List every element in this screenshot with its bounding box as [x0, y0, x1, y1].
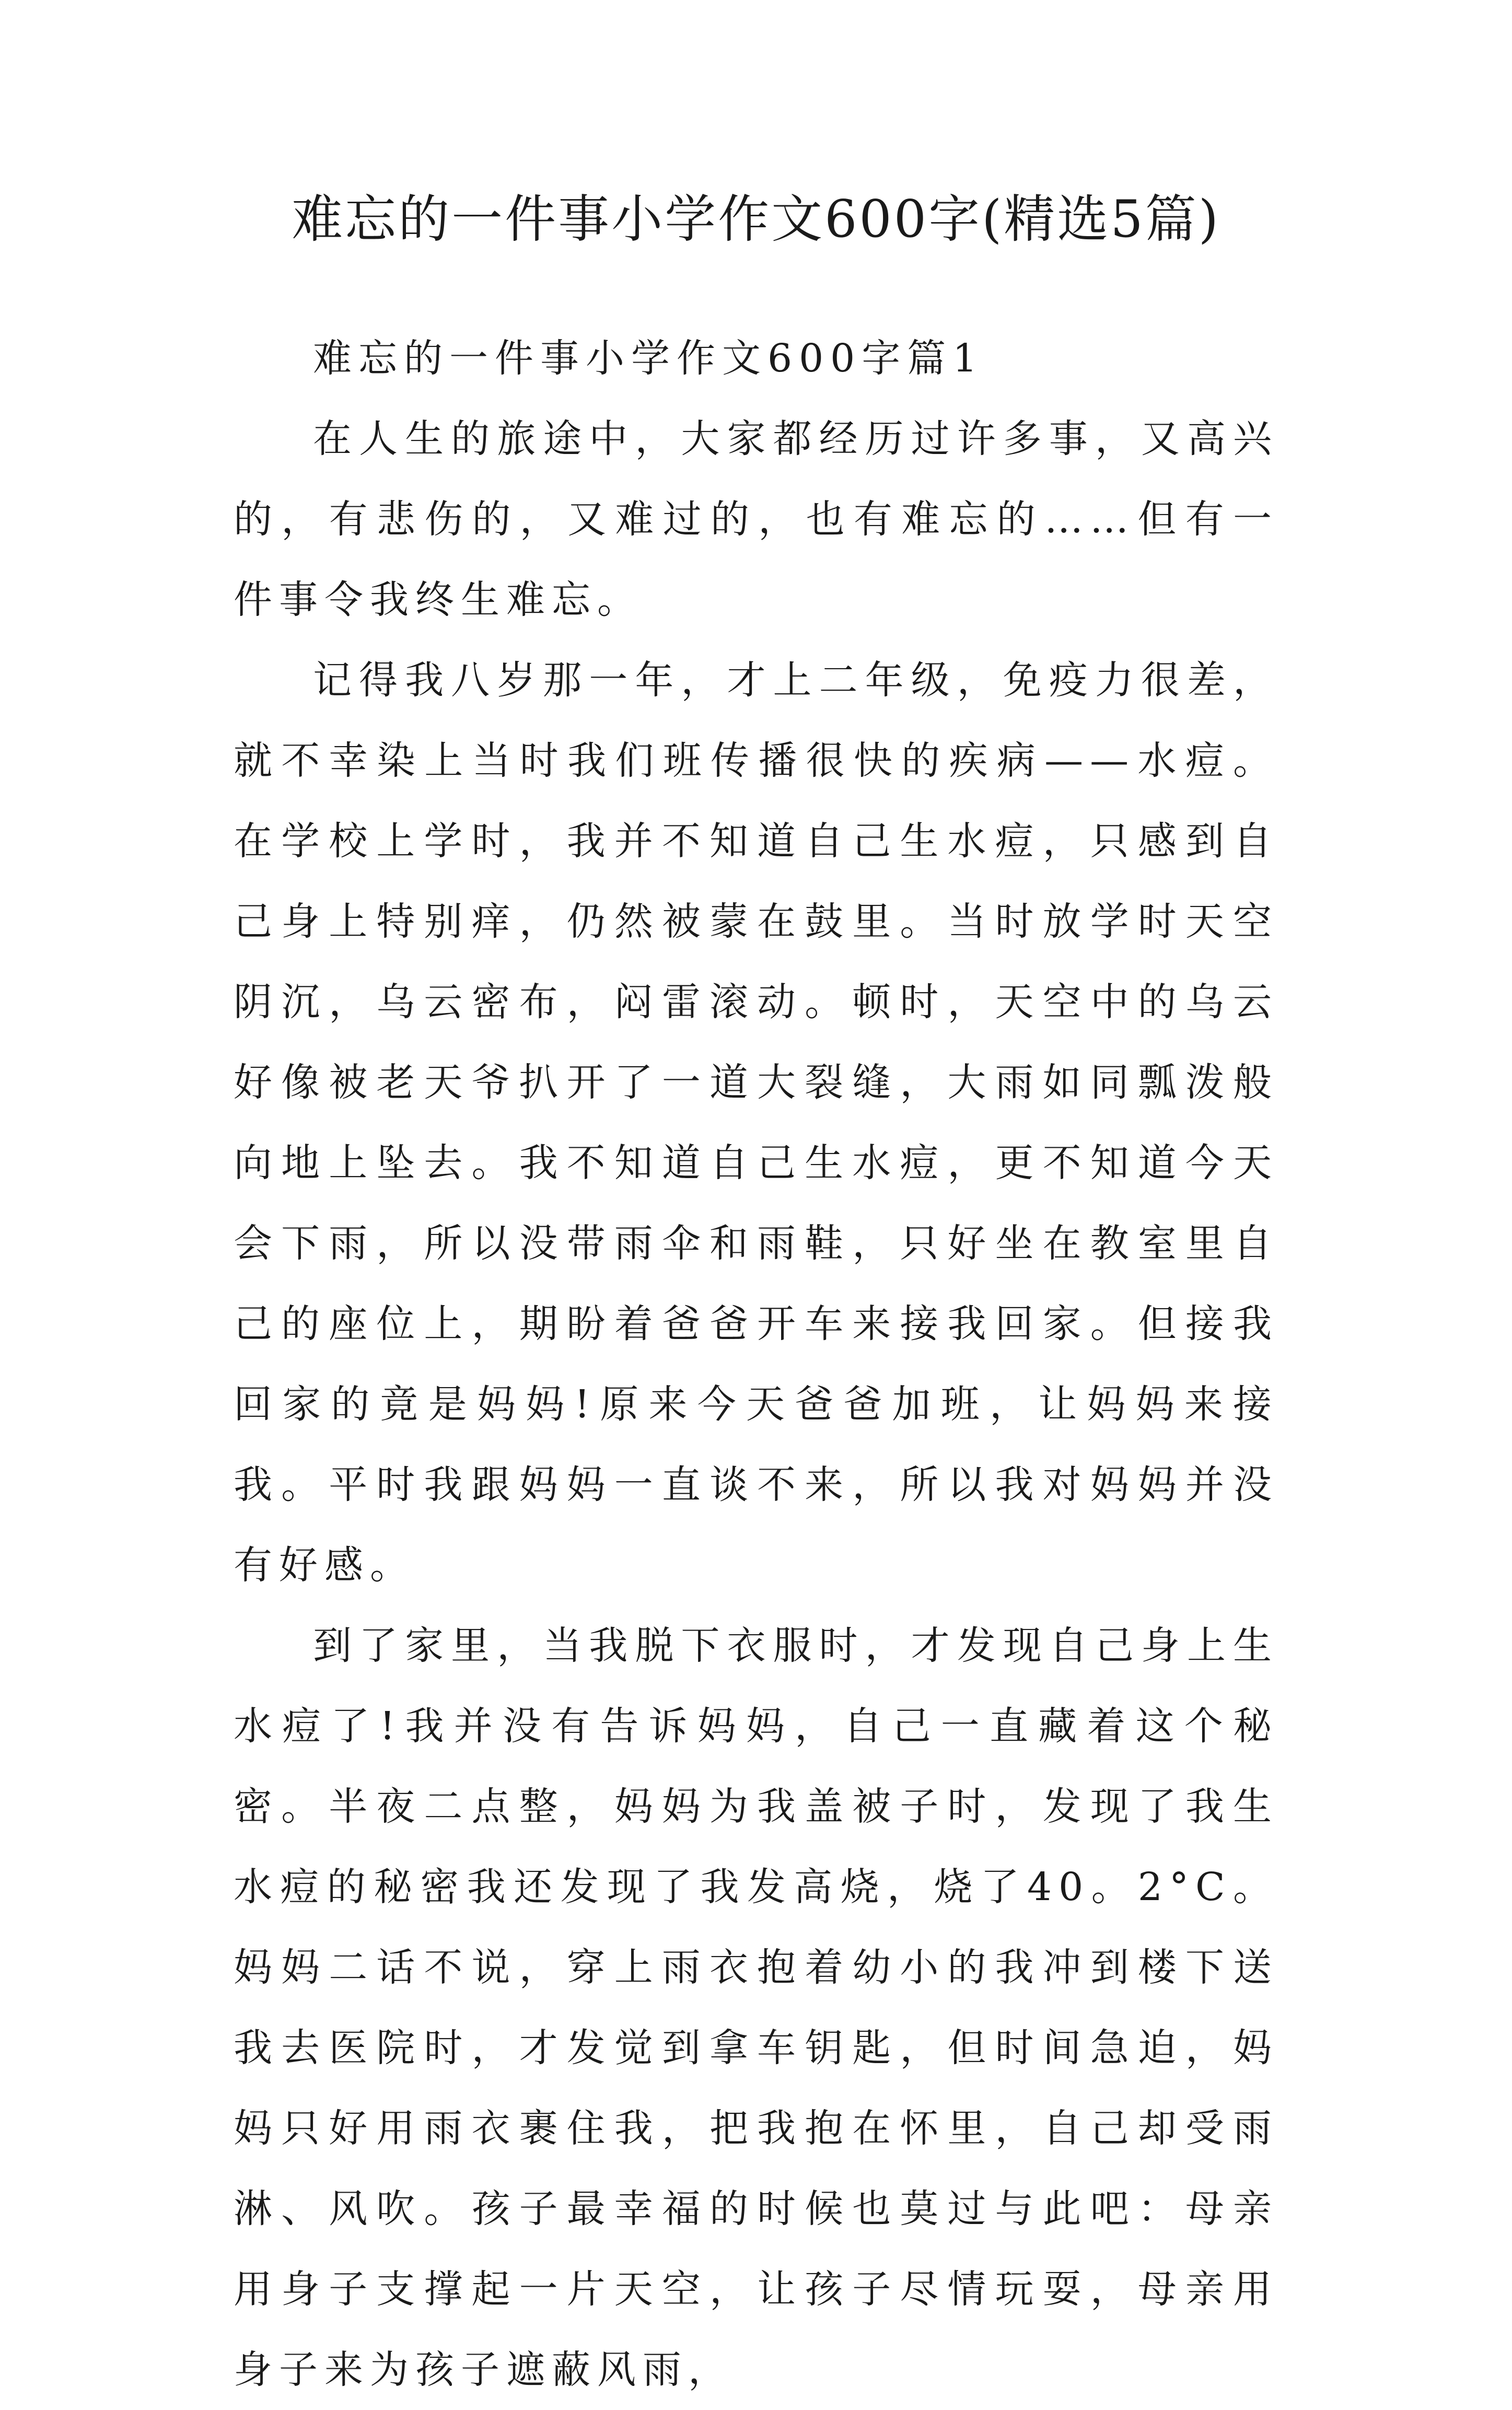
essay-heading: 难忘的一件事小学作文600字篇1 — [313, 336, 984, 381]
paragraph-1: 在人生的旅途中，大家都经历过许多事，又高兴的，有悲伤的，又难过的，也有难忘的……但有一件事令我终生难忘。 — [234, 416, 1278, 622]
paragraph-2: 记得我八岁那一年，才上二年级，免疫力很差，就不幸染上当时我们班传播很快的疾病——水痘。在学校上学时，我并不知道自己生水痘，只感到自己身上特别痒，仍然被蒙在鼓里。当时放学时天空阴沉，乌云密布，闷雷滚动。顿时，天空中的乌云好像被老天爷扒开了一道大裂缝，大雨如同瓢泼般向地上坠去。我不知道自己生水痘，更不知道今天会下雨，所以没带雨伞和雨鞋，只好坐在教室里自己的座位上，期盼着爸爸开车来接我回家。但接我回家的竟是妈妈!原来今天爸爸加班，让妈妈来接我。平时我跟妈妈一直谈不来，所以我对妈妈并没有好感。 — [234, 658, 1278, 1588]
document-title: 难忘的一件事小学作文600字(精选5篇) — [292, 190, 1220, 249]
paragraph-3: 到了家里，当我脱下衣服时，才发现自己身上生水痘了!我并没有告诉妈妈，自己一直藏着这个秘密。半夜二点整，妈妈为我盖被子时，发现了我生水痘的秘密我还发现了我发高烧，烧了40。2°C。妈妈二话不说，穿上雨衣抱着幼小的我冲到楼下送我去医院时，才发觉到拿车钥匙，但时间急迫，妈妈只好用雨衣裹住我，把我抱在怀里，自己却受雨淋、风吹。孩子最幸福的时候也莫过与此吧：母亲用身子支撑起一片天空，让孩子尽情玩耍，母亲用身子来为孩子遮蔽风雨， — [234, 1623, 1278, 2392]
document-body — [234, 318, 1278, 2410]
